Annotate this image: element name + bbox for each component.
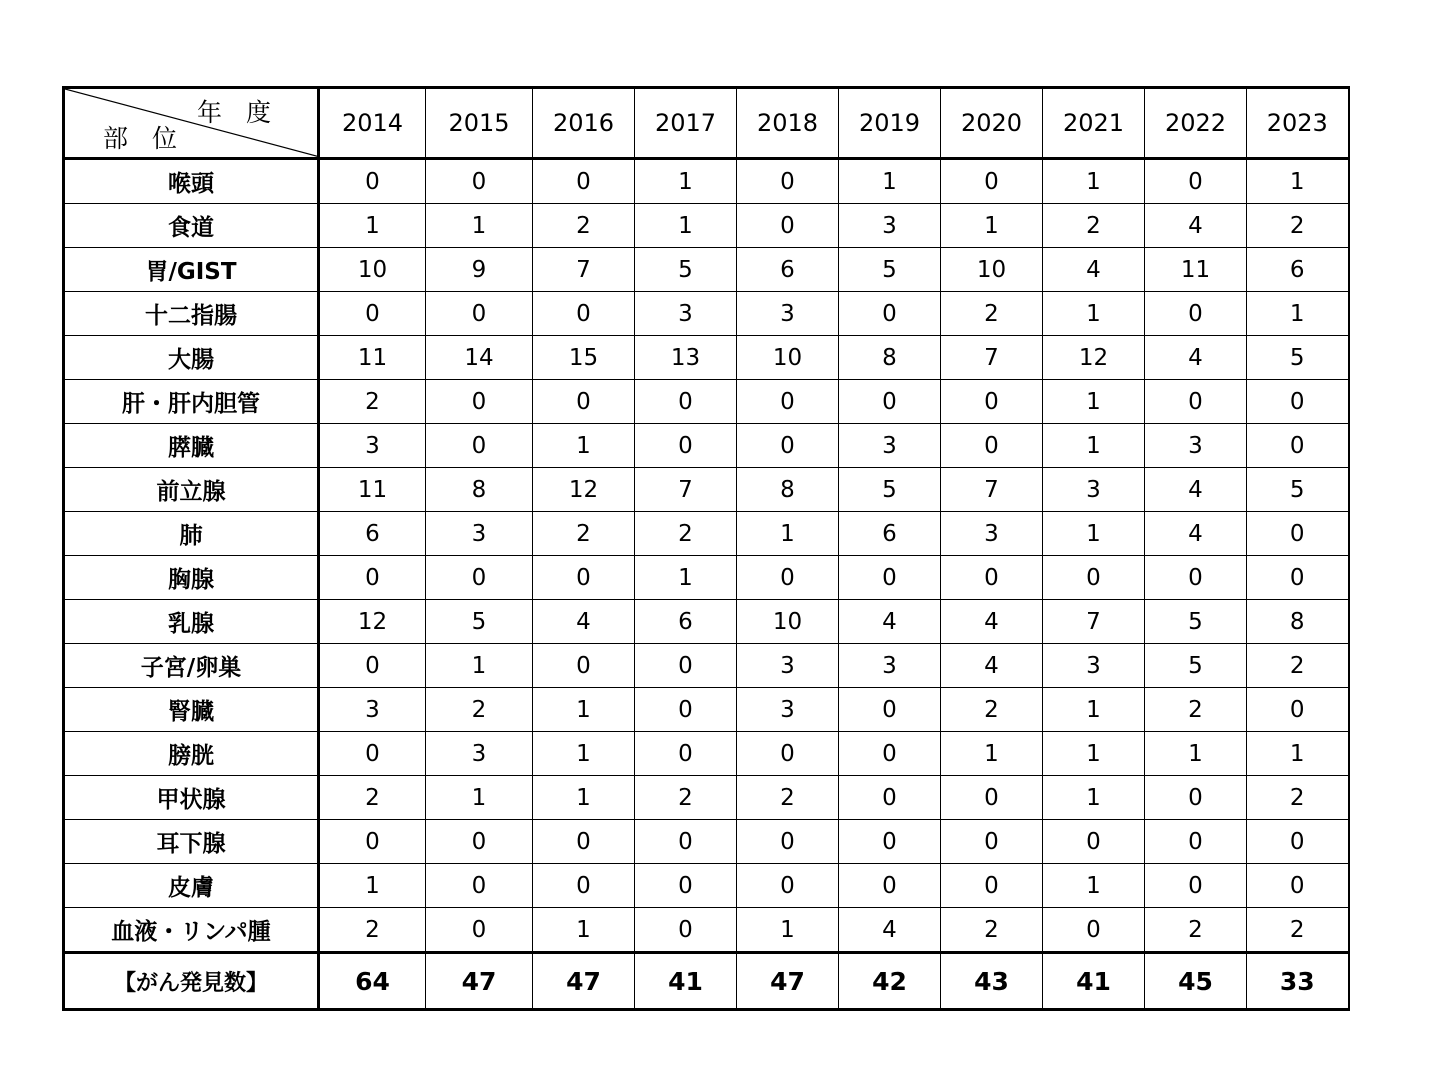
count-cell: 0 — [635, 644, 737, 688]
count-cell: 1 — [533, 776, 635, 820]
count-cell: 0 — [839, 864, 941, 908]
table-row — [64, 248, 1349, 292]
count-cell: 5 — [1145, 644, 1247, 688]
year-header-2023: 2023 — [1247, 88, 1349, 159]
count-cell: 12 — [319, 600, 426, 644]
count-cell: 0 — [737, 380, 839, 424]
count-cell: 7 — [941, 336, 1043, 380]
count-cell: 0 — [635, 732, 737, 776]
count-cell: 1 — [635, 556, 737, 600]
count-cell: 0 — [426, 292, 533, 336]
count-cell: 2 — [426, 688, 533, 732]
count-cell: 0 — [1043, 820, 1145, 864]
site-name-cell: 喉頭 — [64, 159, 319, 204]
year-header-2015: 2015 — [426, 88, 533, 159]
count-cell: 5 — [1247, 468, 1349, 512]
count-cell: 1 — [737, 908, 839, 953]
count-cell: 0 — [839, 688, 941, 732]
site-name-cell: 十二指腸 — [64, 292, 319, 336]
count-cell: 0 — [941, 820, 1043, 864]
total-count-cell: 47 — [426, 953, 533, 1010]
count-cell: 4 — [1043, 248, 1145, 292]
year-header-2021: 2021 — [1043, 88, 1145, 159]
count-cell: 0 — [839, 556, 941, 600]
count-cell: 12 — [1043, 336, 1145, 380]
year-header-2017: 2017 — [635, 88, 737, 159]
count-cell: 0 — [533, 644, 635, 688]
count-cell: 13 — [635, 336, 737, 380]
count-cell: 2 — [941, 908, 1043, 953]
count-cell: 14 — [426, 336, 533, 380]
count-cell: 11 — [319, 336, 426, 380]
site-name-cell: 前立腺 — [64, 468, 319, 512]
count-cell: 0 — [1145, 776, 1247, 820]
count-cell: 3 — [319, 424, 426, 468]
count-cell: 2 — [1043, 204, 1145, 248]
count-cell: 0 — [1145, 292, 1247, 336]
count-cell: 0 — [1247, 512, 1349, 556]
count-cell: 1 — [1247, 732, 1349, 776]
count-cell: 1 — [1247, 292, 1349, 336]
count-cell: 3 — [737, 688, 839, 732]
site-name-cell: 腎臓 — [64, 688, 319, 732]
count-cell: 6 — [319, 512, 426, 556]
count-cell: 0 — [533, 556, 635, 600]
count-cell: 1 — [319, 864, 426, 908]
count-cell: 1 — [1043, 688, 1145, 732]
site-name-cell: 血液・リンパ腫 — [64, 908, 319, 953]
count-cell: 0 — [1247, 820, 1349, 864]
count-cell: 0 — [1145, 820, 1247, 864]
count-cell: 5 — [635, 248, 737, 292]
count-cell: 4 — [533, 600, 635, 644]
count-cell: 2 — [1247, 776, 1349, 820]
count-cell: 0 — [737, 864, 839, 908]
count-cell: 0 — [319, 820, 426, 864]
count-cell: 2 — [1247, 644, 1349, 688]
site-name-cell: 肺 — [64, 512, 319, 556]
count-cell: 1 — [1043, 776, 1145, 820]
count-cell: 3 — [1145, 424, 1247, 468]
count-cell: 4 — [1145, 336, 1247, 380]
count-cell: 0 — [319, 644, 426, 688]
count-cell: 3 — [737, 644, 839, 688]
count-cell: 0 — [839, 820, 941, 864]
count-cell: 0 — [533, 380, 635, 424]
count-cell: 0 — [319, 732, 426, 776]
table-row — [64, 644, 1349, 688]
count-cell: 4 — [839, 908, 941, 953]
total-count-cell: 47 — [533, 953, 635, 1010]
count-cell: 3 — [319, 688, 426, 732]
count-cell: 0 — [1247, 864, 1349, 908]
count-cell: 4 — [1145, 512, 1247, 556]
count-cell: 2 — [319, 908, 426, 953]
table-row — [64, 292, 1349, 336]
count-cell: 2 — [635, 512, 737, 556]
table-row — [64, 908, 1349, 953]
count-cell: 0 — [426, 908, 533, 953]
count-cell: 8 — [839, 336, 941, 380]
count-cell: 4 — [1145, 204, 1247, 248]
count-cell: 2 — [635, 776, 737, 820]
site-axis-label: 部 位 — [103, 124, 185, 153]
count-cell: 0 — [737, 732, 839, 776]
site-name-cell: 膀胱 — [64, 732, 319, 776]
count-cell: 0 — [635, 688, 737, 732]
count-cell: 0 — [426, 864, 533, 908]
count-cell: 4 — [1145, 468, 1247, 512]
count-cell: 2 — [941, 688, 1043, 732]
count-cell: 0 — [1145, 556, 1247, 600]
count-cell: 0 — [533, 864, 635, 908]
count-cell: 0 — [533, 820, 635, 864]
total-row — [64, 953, 1349, 1010]
count-cell: 0 — [635, 864, 737, 908]
count-cell: 10 — [737, 600, 839, 644]
count-cell: 5 — [1247, 336, 1349, 380]
count-cell: 0 — [319, 159, 426, 204]
count-cell: 2 — [941, 292, 1043, 336]
count-cell: 0 — [1247, 424, 1349, 468]
count-cell: 1 — [1043, 424, 1145, 468]
count-cell: 1 — [635, 159, 737, 204]
count-cell: 2 — [1247, 204, 1349, 248]
count-cell: 0 — [1145, 159, 1247, 204]
site-name-cell: 食道 — [64, 204, 319, 248]
count-cell: 1 — [533, 732, 635, 776]
table-row — [64, 204, 1349, 248]
count-cell: 0 — [941, 380, 1043, 424]
count-cell: 2 — [1145, 908, 1247, 953]
count-cell: 0 — [319, 556, 426, 600]
count-cell: 6 — [1247, 248, 1349, 292]
count-cell: 1 — [941, 732, 1043, 776]
table-row — [64, 864, 1349, 908]
count-cell: 11 — [1145, 248, 1247, 292]
count-cell: 0 — [635, 424, 737, 468]
count-cell: 0 — [1145, 864, 1247, 908]
count-cell: 1 — [1247, 159, 1349, 204]
site-name-cell: 耳下腺 — [64, 820, 319, 864]
table-row — [64, 424, 1349, 468]
count-cell: 7 — [635, 468, 737, 512]
table-row — [64, 512, 1349, 556]
count-cell: 3 — [839, 204, 941, 248]
count-cell: 0 — [1043, 908, 1145, 953]
table-row — [64, 380, 1349, 424]
count-cell: 0 — [533, 159, 635, 204]
count-cell: 0 — [941, 556, 1043, 600]
count-cell: 3 — [426, 732, 533, 776]
count-cell: 3 — [1043, 468, 1145, 512]
table-row — [64, 732, 1349, 776]
year-header-2022: 2022 — [1145, 88, 1247, 159]
count-cell: 9 — [426, 248, 533, 292]
year-header-2019: 2019 — [839, 88, 941, 159]
count-cell: 0 — [737, 556, 839, 600]
total-count-cell: 42 — [839, 953, 941, 1010]
count-cell: 6 — [839, 512, 941, 556]
count-cell: 2 — [737, 776, 839, 820]
count-cell: 1 — [1145, 732, 1247, 776]
count-cell: 1 — [1043, 732, 1145, 776]
count-cell: 1 — [533, 688, 635, 732]
total-count-cell: 41 — [635, 953, 737, 1010]
year-axis-label: 年 度 — [197, 98, 279, 127]
count-cell: 1 — [635, 204, 737, 248]
site-name-cell: 皮膚 — [64, 864, 319, 908]
count-cell: 1 — [1043, 512, 1145, 556]
count-cell: 1 — [1043, 864, 1145, 908]
count-cell: 3 — [941, 512, 1043, 556]
site-name-cell: 甲状腺 — [64, 776, 319, 820]
count-cell: 0 — [426, 556, 533, 600]
count-cell: 0 — [426, 820, 533, 864]
table-row — [64, 688, 1349, 732]
count-cell: 2 — [533, 204, 635, 248]
count-cell: 0 — [737, 204, 839, 248]
count-cell: 5 — [839, 248, 941, 292]
count-cell: 5 — [839, 468, 941, 512]
total-count-cell: 41 — [1043, 953, 1145, 1010]
count-cell: 1 — [533, 424, 635, 468]
count-cell: 3 — [1043, 644, 1145, 688]
count-cell: 0 — [1247, 688, 1349, 732]
count-cell: 7 — [533, 248, 635, 292]
site-name-cell: 胃/GIST — [64, 248, 319, 292]
count-cell: 1 — [1043, 380, 1145, 424]
count-cell: 0 — [635, 820, 737, 864]
count-cell: 1 — [533, 908, 635, 953]
count-cell: 0 — [533, 292, 635, 336]
year-header-2018: 2018 — [737, 88, 839, 159]
count-cell: 10 — [319, 248, 426, 292]
count-cell: 4 — [839, 600, 941, 644]
site-name-cell: 乳腺 — [64, 600, 319, 644]
count-cell: 4 — [941, 644, 1043, 688]
table-body — [64, 159, 1349, 1010]
count-cell: 1 — [737, 512, 839, 556]
total-count-cell: 64 — [319, 953, 426, 1010]
count-cell: 0 — [839, 732, 941, 776]
count-cell: 12 — [533, 468, 635, 512]
count-cell: 15 — [533, 336, 635, 380]
cancer-cases-table — [62, 86, 1350, 1011]
count-cell: 4 — [941, 600, 1043, 644]
count-cell: 8 — [426, 468, 533, 512]
count-cell: 10 — [737, 336, 839, 380]
count-cell: 0 — [635, 380, 737, 424]
table-row — [64, 600, 1349, 644]
year-header-2014: 2014 — [319, 88, 426, 159]
count-cell: 0 — [319, 292, 426, 336]
site-name-cell: 肝・肝内胆管 — [64, 380, 319, 424]
count-cell: 0 — [426, 380, 533, 424]
count-cell: 0 — [941, 864, 1043, 908]
year-header-2016: 2016 — [533, 88, 635, 159]
corner-header-cell — [64, 88, 319, 159]
count-cell: 3 — [839, 644, 941, 688]
count-cell: 1 — [1043, 159, 1145, 204]
count-cell: 3 — [839, 424, 941, 468]
table-row — [64, 776, 1349, 820]
total-count-cell: 33 — [1247, 953, 1349, 1010]
count-cell: 10 — [941, 248, 1043, 292]
count-cell: 6 — [737, 248, 839, 292]
count-cell: 0 — [941, 776, 1043, 820]
header-row — [64, 88, 1349, 159]
count-cell: 11 — [319, 468, 426, 512]
count-cell: 1 — [1043, 292, 1145, 336]
count-cell: 1 — [319, 204, 426, 248]
count-cell: 0 — [737, 820, 839, 864]
count-cell: 3 — [426, 512, 533, 556]
site-name-cell: 大腸 — [64, 336, 319, 380]
count-cell: 5 — [1145, 600, 1247, 644]
count-cell: 0 — [839, 776, 941, 820]
total-count-cell: 45 — [1145, 953, 1247, 1010]
count-cell: 0 — [839, 292, 941, 336]
table-row — [64, 336, 1349, 380]
count-cell: 0 — [941, 424, 1043, 468]
count-cell: 0 — [635, 908, 737, 953]
count-cell: 2 — [319, 776, 426, 820]
count-cell: 2 — [533, 512, 635, 556]
count-cell: 6 — [635, 600, 737, 644]
count-cell: 0 — [1247, 556, 1349, 600]
table-row — [64, 820, 1349, 864]
year-header-2020: 2020 — [941, 88, 1043, 159]
count-cell: 0 — [1043, 556, 1145, 600]
count-cell: 5 — [426, 600, 533, 644]
count-cell: 1 — [426, 644, 533, 688]
count-cell: 0 — [426, 159, 533, 204]
count-cell: 0 — [1145, 380, 1247, 424]
site-name-cell: 胸腺 — [64, 556, 319, 600]
count-cell: 3 — [737, 292, 839, 336]
total-count-cell: 47 — [737, 953, 839, 1010]
count-cell: 0 — [737, 159, 839, 204]
count-cell: 2 — [1247, 908, 1349, 953]
count-cell: 3 — [635, 292, 737, 336]
count-cell: 8 — [737, 468, 839, 512]
site-name-cell: 子宮/卵巣 — [64, 644, 319, 688]
table-row — [64, 159, 1349, 204]
table-row — [64, 556, 1349, 600]
count-cell: 1 — [426, 204, 533, 248]
count-cell: 0 — [941, 159, 1043, 204]
count-cell: 0 — [839, 380, 941, 424]
count-cell: 0 — [1247, 380, 1349, 424]
table-row — [64, 468, 1349, 512]
count-cell: 7 — [1043, 600, 1145, 644]
count-cell: 0 — [426, 424, 533, 468]
count-cell: 2 — [1145, 688, 1247, 732]
count-cell: 8 — [1247, 600, 1349, 644]
site-name-cell: 膵臓 — [64, 424, 319, 468]
count-cell: 1 — [426, 776, 533, 820]
count-cell: 1 — [941, 204, 1043, 248]
count-cell: 1 — [839, 159, 941, 204]
total-label-cell: 【がん発見数】 — [64, 953, 319, 1010]
count-cell: 2 — [319, 380, 426, 424]
total-count-cell: 43 — [941, 953, 1043, 1010]
count-cell: 0 — [737, 424, 839, 468]
count-cell: 7 — [941, 468, 1043, 512]
